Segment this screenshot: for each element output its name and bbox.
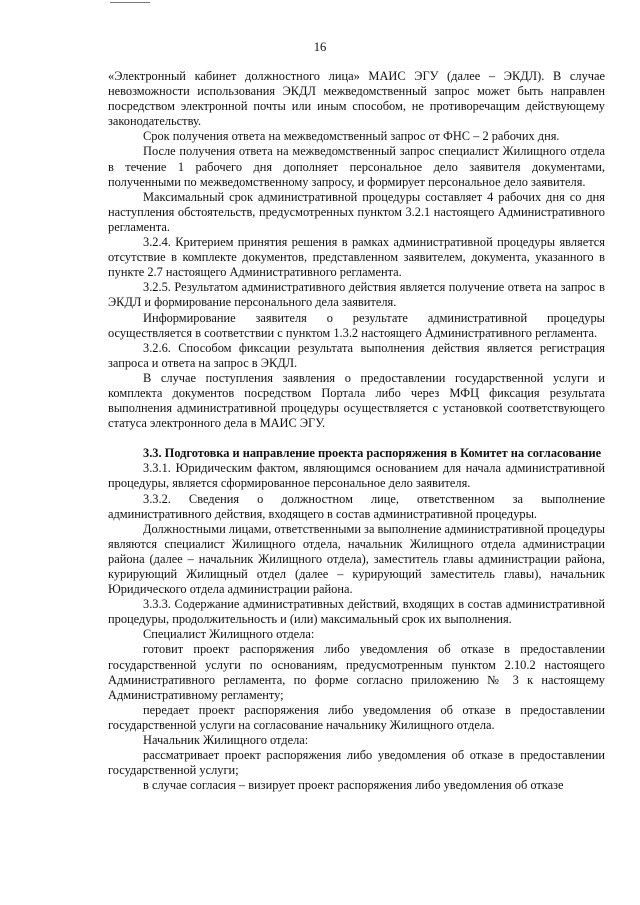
paragraph: Должностными лицами, ответственными за выполнение административной процедуры являются специалист Жилищного отдела, начальник Жилищного отдела администрации района (далее – начальник Жилищного отдела), заместитель главы администрации района, курирующий Жилищный отдел (далее – курирующий заместитель главы), начальник Юридического отдела администрации района. bbox=[108, 521, 605, 597]
paragraph: Специалист Жилищного отдела: bbox=[143, 627, 315, 642]
paragraph: 3.2.6. Способом фиксации результата выполнения действия является регистрация запроса и ответа на запрос в ЭКДЛ. bbox=[108, 340, 605, 370]
paragraph: передает проект распоряжения либо уведомления об отказе в предоставлении государственной услуги на согласование начальнику Жилищного отдела. bbox=[108, 702, 605, 732]
scan-artifact bbox=[133, 2, 146, 3]
paragraph: 3.2.4. Критерием принятия решения в рамках административной процедуры является отсутствие в комплекте документов, представленном заявителем, документа, указанного в пункте 2.7 настоящего Административного регламента. bbox=[108, 235, 605, 280]
paragraph: 3.3.3. Содержание административных действий, входящих в состав административной процедуры, продолжительность и (или) максимальный срок их выполнения. bbox=[108, 597, 605, 627]
paragraph: рассматривает проект распоряжения либо уведомления об отказе в предоставлении государственной услуги; bbox=[108, 748, 605, 778]
paragraph: готовит проект распоряжения либо уведомления об отказе в предоставлении государственной услуги по основаниям, предусмотренным пунктом 2.10.2 настоящего Административного регламента, по форме согласно приложению № 3 к настоящему Административному регламенту; bbox=[108, 642, 605, 702]
page-number: 16 bbox=[313, 40, 327, 54]
section-gap bbox=[108, 431, 605, 446]
paragraph: 3.3.2. Сведения о должностном лице, ответственном за выполнение административного действия, входящего в состав административной процедуры. bbox=[108, 491, 605, 521]
section-heading: 3.3. Подготовка и направление проекта распоряжения в Комитет на согласование bbox=[143, 446, 602, 461]
paragraph: «Электронный кабинет должностного лица» МАИС ЭГУ (далее – ЭКДЛ). В случае невозможности использования ЭКДЛ межведомственный запрос может быть направлен посредством электронной почты или иным способом, не противоречащим действующему законодательству. bbox=[108, 69, 605, 129]
paragraph: В случае поступления заявления о предоставлении государственной услуги и комплекта документов посредством Портала либо через МФЦ фиксация результата выполнения административной процедуры осуществляется с установкой соответствующего статуса электронного дела в МАИС ЭГУ. bbox=[108, 370, 605, 431]
paragraph: После получения ответа на межведомственный запрос специалист Жилищного отдела в течение 1 рабочего дня дополняет персональное дело заявителя документами, полученными по межведомственному запросу, и формирует персональное дело заявителя. bbox=[108, 144, 605, 189]
document-body bbox=[108, 69, 605, 793]
paragraph: Срок получения ответа на межведомственный запрос от ФНС – 2 рабочих дня. bbox=[143, 129, 560, 144]
paragraph: 3.3.1. Юридическим фактом, являющимся основанием для начала административной процедуры, является сформированное персональное дело заявителя. bbox=[108, 461, 605, 491]
paragraph: 3.2.5. Результатом административного действия является получение ответа на запрос в ЭКДЛ и формирование персонального дела заявителя. bbox=[108, 280, 605, 310]
paragraph: Начальник Жилищного отдела: bbox=[143, 733, 309, 748]
paragraph: Максимальный срок административной процедуры составляет 4 рабочих дня со дня наступления обстоятельств, предусмотренных пунктом 3.2.1 настоящего Административного регламента. bbox=[108, 189, 605, 234]
paragraph: в случае согласия – визирует проект распоряжения либо уведомления об отказе bbox=[143, 778, 564, 793]
paragraph: Информирование заявителя о результате административной процедуры осуществляется в соответствии с пунктом 1.3.2 настоящего Административного регламента. bbox=[108, 310, 605, 340]
